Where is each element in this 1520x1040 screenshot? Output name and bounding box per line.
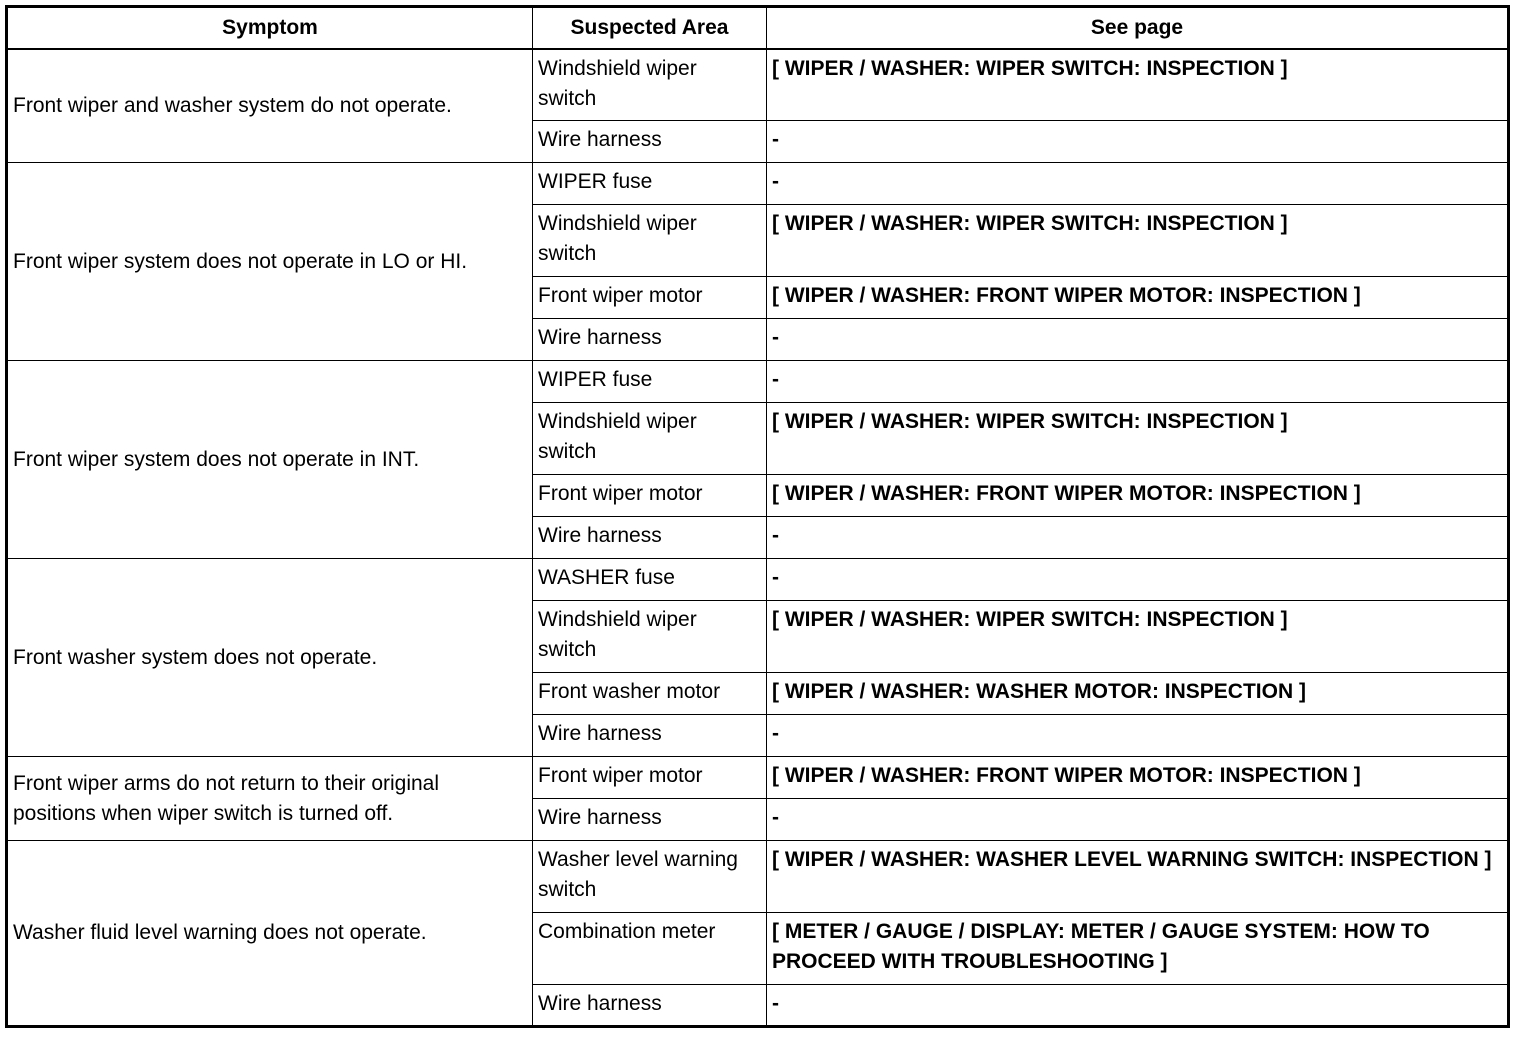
suspected-area-cell: Wire harness — [533, 715, 767, 757]
see-page-cell: - — [767, 985, 1509, 1027]
suspected-area-cell: WASHER fuse — [533, 559, 767, 601]
see-page-cell: [ WIPER / WASHER: WASHER LEVEL WARNING SWITCH: INSPECTION ] — [767, 841, 1509, 913]
table-row — [7, 757, 1509, 799]
suspected-area-cell: Front wiper motor — [533, 277, 767, 319]
suspected-area-cell: Windshield wiper switch — [533, 601, 767, 673]
see-page-cell: - — [767, 163, 1509, 205]
suspected-area-cell: Windshield wiper switch — [533, 403, 767, 475]
see-page-cell: - — [767, 517, 1509, 559]
table-row — [7, 49, 1509, 121]
see-page-cell: - — [767, 121, 1509, 163]
suspected-area-cell: Windshield wiper switch — [533, 205, 767, 277]
suspected-area-cell: Wire harness — [533, 799, 767, 841]
symptom-cell: Front wiper and washer system do not operate. — [7, 49, 533, 163]
table-row — [7, 361, 1509, 403]
see-page-cell: [ WIPER / WASHER: WIPER SWITCH: INSPECTION ] — [767, 205, 1509, 277]
suspected-area-cell: Washer level warning switch — [533, 841, 767, 913]
see-page-cell: [ WIPER / WASHER: FRONT WIPER MOTOR: INSPECTION ] — [767, 757, 1509, 799]
suspected-area-cell: WIPER fuse — [533, 163, 767, 205]
symptom-cell: Front wiper arms do not return to their original positions when wiper switch is turned off. — [7, 757, 533, 841]
see-page-cell: [ METER / GAUGE / DISPLAY: METER / GAUGE SYSTEM: HOW TO PROCEED WITH TROUBLESHOOTING ] — [767, 913, 1509, 985]
diagnosis-table — [5, 5, 1510, 1028]
table-row — [7, 841, 1509, 913]
suspected-area-cell: Wire harness — [533, 319, 767, 361]
header-row — [7, 7, 1509, 49]
symptom-cell: Front washer system does not operate. — [7, 559, 533, 757]
header-suspected-area: Suspected Area — [533, 7, 767, 49]
see-page-cell: [ WIPER / WASHER: WIPER SWITCH: INSPECTION ] — [767, 601, 1509, 673]
see-page-cell: - — [767, 715, 1509, 757]
suspected-area-cell: Wire harness — [533, 985, 767, 1027]
see-page-cell: [ WIPER / WASHER: FRONT WIPER MOTOR: INSPECTION ] — [767, 277, 1509, 319]
suspected-area-cell: Front wiper motor — [533, 475, 767, 517]
see-page-cell: - — [767, 799, 1509, 841]
suspected-area-cell: Windshield wiper switch — [533, 49, 767, 121]
see-page-cell: [ WIPER / WASHER: WASHER MOTOR: INSPECTION ] — [767, 673, 1509, 715]
header-see-page: See page — [767, 7, 1509, 49]
see-page-cell: - — [767, 319, 1509, 361]
see-page-cell: [ WIPER / WASHER: WIPER SWITCH: INSPECTION ] — [767, 403, 1509, 475]
header-symptom: Symptom — [7, 7, 533, 49]
table-body — [7, 49, 1509, 1027]
suspected-area-cell: Wire harness — [533, 517, 767, 559]
symptom-cell: Front wiper system does not operate in INT. — [7, 361, 533, 559]
see-page-cell: - — [767, 559, 1509, 601]
table-row — [7, 163, 1509, 205]
see-page-cell: [ WIPER / WASHER: FRONT WIPER MOTOR: INSPECTION ] — [767, 475, 1509, 517]
see-page-cell: - — [767, 361, 1509, 403]
suspected-area-cell: WIPER fuse — [533, 361, 767, 403]
suspected-area-cell: Wire harness — [533, 121, 767, 163]
see-page-cell: [ WIPER / WASHER: WIPER SWITCH: INSPECTION ] — [767, 49, 1509, 121]
suspected-area-cell: Combination meter — [533, 913, 767, 985]
table-row — [7, 559, 1509, 601]
symptom-cell: Front wiper system does not operate in LO or HI. — [7, 163, 533, 361]
suspected-area-cell: Front washer motor — [533, 673, 767, 715]
symptom-cell: Washer fluid level warning does not operate. — [7, 841, 533, 1027]
suspected-area-cell: Front wiper motor — [533, 757, 767, 799]
